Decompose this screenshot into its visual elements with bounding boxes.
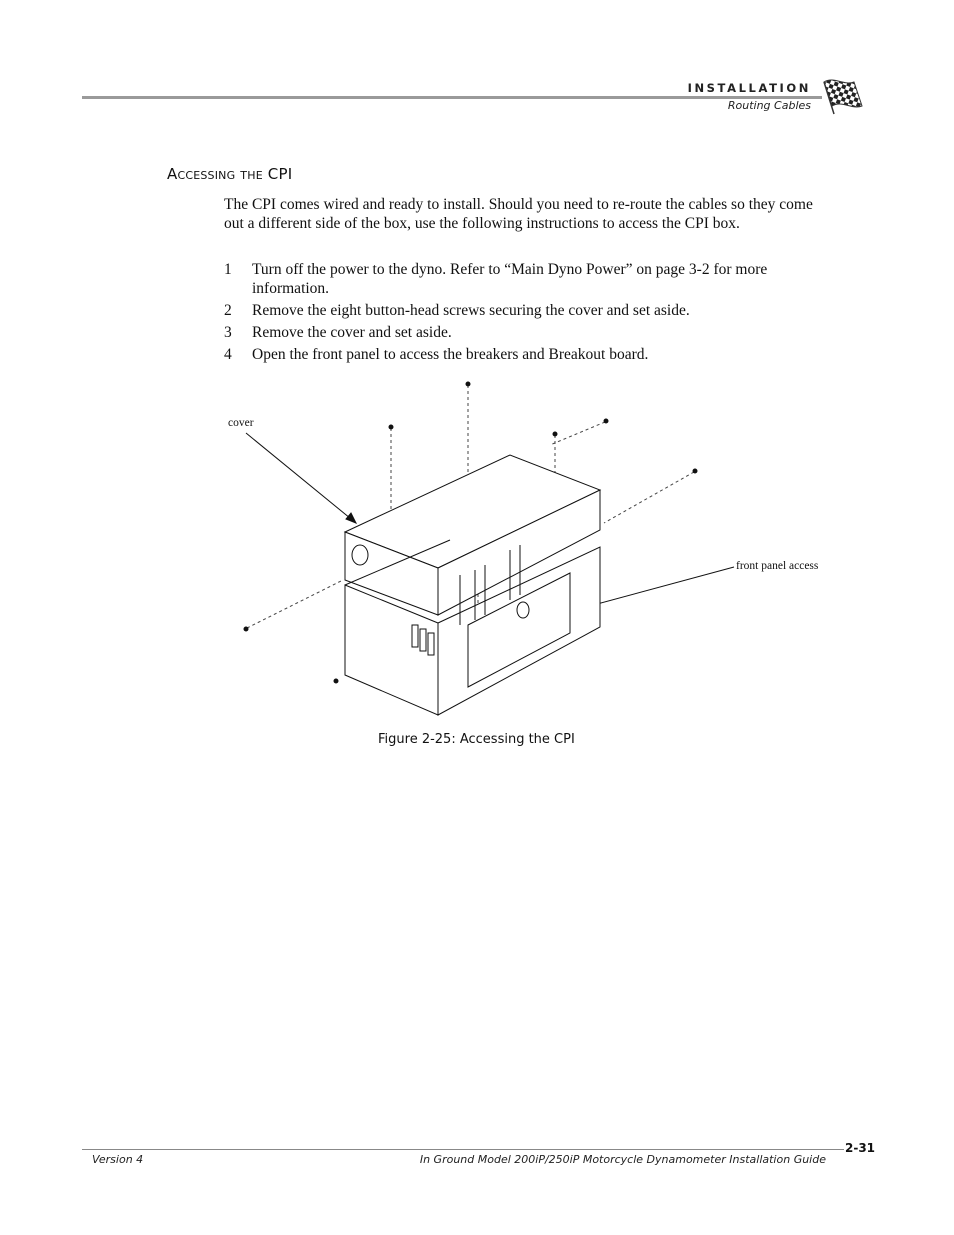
cpi-figure [220, 375, 850, 725]
step-number: 4 [224, 345, 232, 363]
list-item [224, 261, 824, 298]
footer-guide-title: In Ground Model 200iP/250iP Motorcycle Dynamometer Installation Guide [419, 1153, 826, 1166]
checkered-flag-icon [820, 76, 866, 116]
step-text: Open the front panel to access the breakers and Breakout board. [252, 345, 649, 363]
intro-paragraph: The CPI comes wired and ready to install. Should you need to re-route the cables so they come out a different side of the box, use the following instructions to access the CPI box. [224, 196, 813, 232]
page-number: 2-31 [845, 1141, 876, 1155]
cpi-box-drawing [220, 375, 850, 725]
step-number: 1 [224, 261, 232, 278]
step-text: Turn off the power to the dyno. Refer to “Main Dyno Power” on page 3-2 for more information. [252, 261, 768, 297]
section-title: Accessing the CPI [167, 165, 293, 183]
step-text: Remove the cover and set aside. [252, 323, 452, 341]
step-number: 3 [224, 323, 232, 341]
list-item [224, 324, 824, 343]
list-item [224, 346, 824, 365]
front-panel-access-label: front panel access [736, 560, 819, 572]
header-rule [82, 96, 822, 99]
list-item [224, 302, 824, 321]
footer-version: Version 4 [92, 1153, 144, 1166]
step-text: Remove the eight button-head screws securing the cover and set aside. [252, 301, 690, 319]
subsection-title: Routing Cables [727, 99, 811, 112]
step-list [224, 261, 824, 368]
footer-rule [82, 1149, 844, 1150]
step-number: 2 [224, 301, 232, 319]
figure-caption: Figure 2-25: Accessing the CPI [378, 732, 575, 747]
chapter-title: INSTALLATION [687, 81, 811, 95]
cover-label: cover [228, 417, 254, 429]
